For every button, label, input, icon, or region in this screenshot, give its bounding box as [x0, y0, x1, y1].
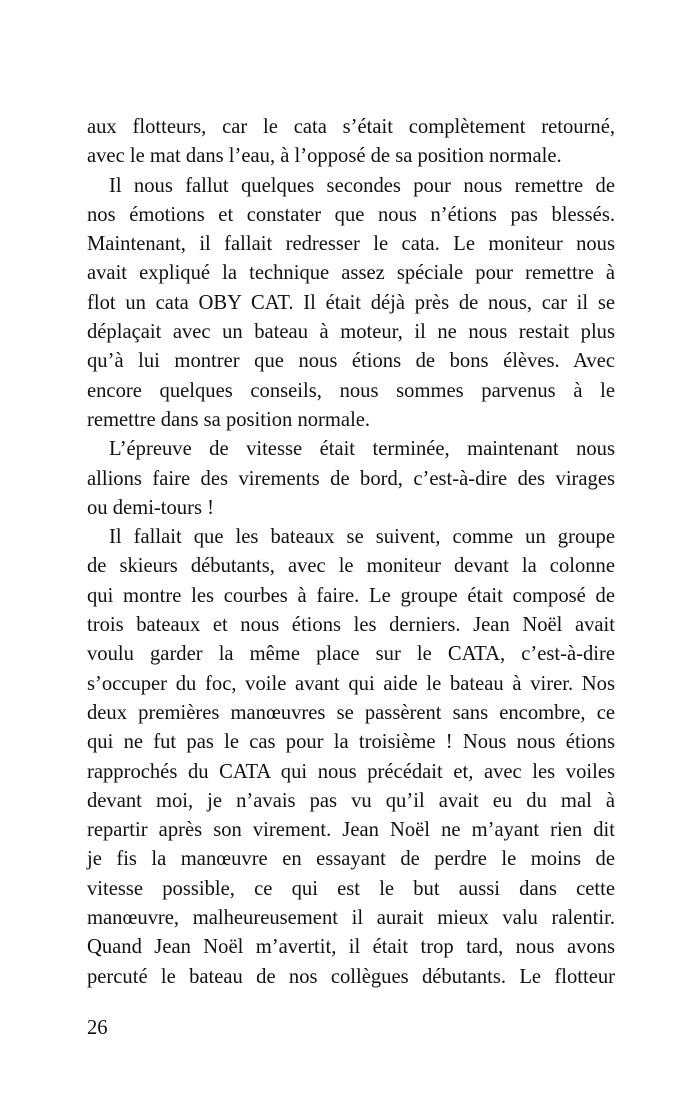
text-line: qui ne fut pas le cas pour la troisième ! Nous nous étions [87, 731, 615, 754]
text-line: Maintenant, il fallait redresser le cata. Le moniteur nous [87, 233, 615, 256]
text-line: rapprochés du CATA qui nous précédait et, avec les voiles [87, 760, 615, 783]
text-line: avec le mat dans l’eau, à l’opposé de sa position normale. [87, 145, 562, 168]
page-number: 26 [87, 1017, 108, 1039]
text-line: déplaçait avec un bateau à moteur, il ne nous restait plus [87, 321, 615, 344]
text-line: trois bateaux et nous étions les derniers. Jean Noël avait [87, 614, 615, 637]
text-line: devant moi, je n’avais pas vu qu’il avait eu du mal à [87, 789, 615, 812]
text-line: encore quelques conseils, nous sommes parvenus à le [87, 379, 615, 402]
body-text [87, 113, 615, 992]
text-line: repartir après son virement. Jean Noël ne m’ayant rien dit [87, 819, 615, 842]
text-line: vitesse possible, ce qui est le but aussi dans cette [87, 877, 615, 900]
text-line: Quand Jean Noël m’avertit, il était trop tard, nous avons [87, 936, 615, 959]
text-line: flot un cata OBY CAT. Il était déjà près de nous, car il se [87, 291, 615, 314]
text-line: je fis la manœuvre en essayant de perdre le moins de [87, 848, 615, 871]
text-line: deux premières manœuvres se passèrent sans encombre, ce [87, 701, 615, 724]
text-line: percuté le bateau de nos collègues débutants. Le flotteur [87, 965, 615, 988]
text-line: Il fallait que les bateaux se suivent, comme un groupe [109, 526, 615, 549]
text-line: Il nous fallut quelques secondes pour nous remettre de [109, 174, 615, 197]
text-line: ou demi-tours ! [87, 496, 214, 519]
text-line: s’occuper du foc, voile avant qui aide le bateau à virer. Nos [87, 672, 615, 695]
text-line: nos émotions et constater que nous n’étions pas blessés. [87, 203, 615, 226]
text-line: avait expliqué la technique assez spéciale pour remettre à [87, 262, 615, 285]
text-line: de skieurs débutants, avec le moniteur devant la colonne [87, 555, 615, 578]
text-line: allions faire des virements de bord, c’est-à-dire des virages [87, 467, 615, 490]
text-line: qui montre les courbes à faire. Le groupe était composé de [87, 584, 615, 607]
text-line: qu’à lui montrer que nous étions de bons élèves. Avec [87, 350, 615, 373]
text-line: voulu garder la même place sur le CATA, c’est-à-dire [87, 643, 615, 666]
text-line: remettre dans sa position normale. [87, 408, 371, 431]
text-line: L’épreuve de vitesse était terminée, maintenant nous [109, 438, 615, 461]
text-line: manœuvre, malheureusement il aurait mieux valu ralentir. [87, 907, 615, 930]
text-line: aux flotteurs, car le cata s’était complètement retourné, [87, 116, 615, 138]
